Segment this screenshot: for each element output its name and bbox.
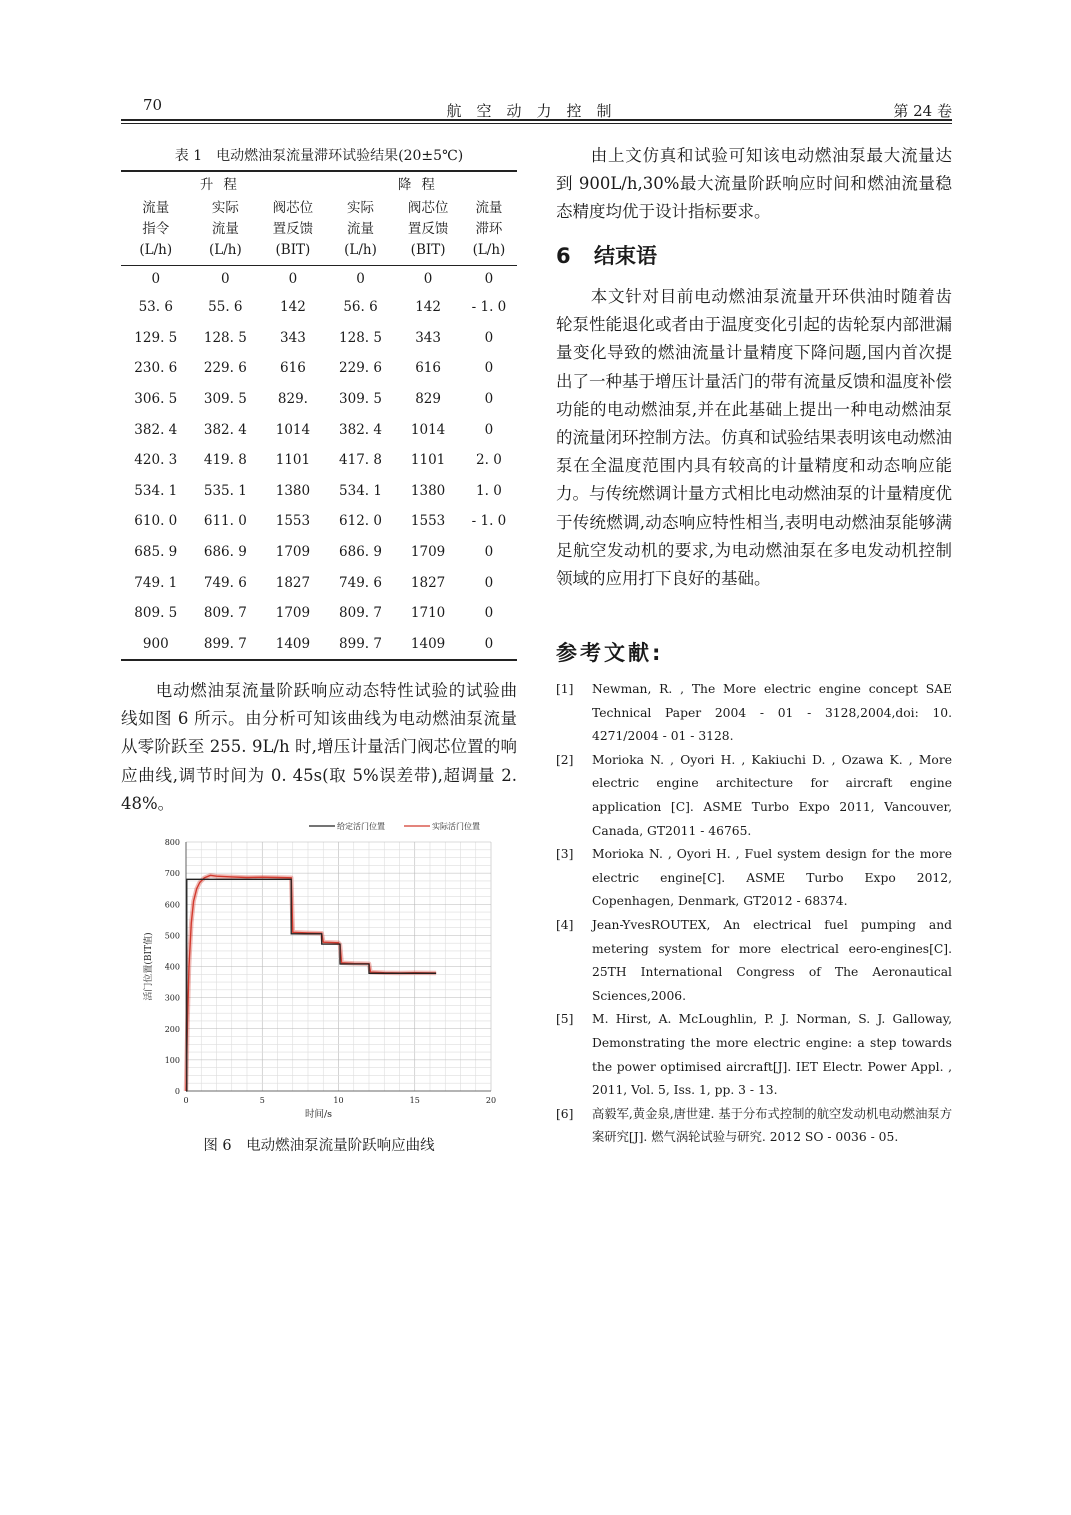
- table-column-header: [121, 198, 191, 266]
- table-cell: 685. 9: [134, 544, 178, 561]
- table-row: [121, 384, 517, 415]
- table-cell: 0: [221, 271, 230, 287]
- table-cell: 0: [356, 271, 365, 287]
- table-cell: 1101: [410, 452, 446, 469]
- table-cell: 809. 7: [203, 605, 247, 622]
- table-cell: 306. 5: [134, 391, 178, 408]
- table-cell: 809. 5: [134, 605, 178, 622]
- table-cell: 382. 4: [203, 421, 247, 438]
- table-cell: 612. 0: [339, 513, 382, 530]
- y-tick-label: 400: [164, 962, 180, 972]
- table-cell: 0: [484, 329, 494, 346]
- table-cell: 1553: [275, 513, 311, 530]
- table-cell: 0: [288, 271, 298, 287]
- column-header-line: 阀芯位: [272, 200, 314, 216]
- table-row: [121, 629, 517, 661]
- table-cell: 382. 4: [134, 421, 178, 438]
- column-header-line: 滞环: [475, 221, 503, 237]
- table-cell: 1409: [395, 629, 461, 661]
- table-cell: 686. 9: [339, 544, 382, 561]
- table-cell: 1553: [410, 513, 446, 530]
- dynamic-test-paragraph: 电动燃油泵流量阶跃响应动态特性试验的试验曲线如图 6 所示。由分析可知该曲线为电动燃油泵流量从零阶跃至 255. 9L/h 时,增压计量活门阀芯位置的响应曲线,调节时间为 0. 45s(取 5%误差带),超调量 2. 48%。: [121, 681, 517, 813]
- reference-text: Jean-YvesROUTEX, An electrical fuel pumping and metering system for more electrical eero-engines[C]. 25TH International Congress of The Aeronautical Sciences,2006.: [592, 917, 952, 1003]
- table-cell: 128. 5: [339, 329, 382, 346]
- page-number: 70: [143, 96, 163, 114]
- table-group-up: 升程: [121, 171, 326, 198]
- table-row: [121, 506, 517, 537]
- table-cell: 1. 0: [476, 482, 502, 499]
- table-cell: 1101: [275, 452, 311, 469]
- column-header-line: 置反馈: [272, 221, 314, 237]
- table-cell: 900: [121, 629, 191, 661]
- reference-item: [556, 1008, 952, 1102]
- table-caption: 表 1 电动燃油泵流量滞环试验结果(20±5℃): [174, 148, 464, 164]
- reference-text: Newman, R. , The More electric engine concept SAE Technical Paper 2004 - 01 - 3128,2004,doi: 10. 4271/2004 - 01 - 3128.: [592, 682, 952, 744]
- reference-item: [556, 749, 952, 843]
- column-header-line: 指令: [142, 221, 170, 237]
- table-row: [121, 567, 517, 598]
- table-row: [121, 323, 517, 354]
- results-table: [121, 170, 517, 661]
- table-row: [121, 414, 517, 445]
- reference-item: [556, 843, 952, 914]
- table-column-header: [260, 198, 326, 266]
- table-cell: 343: [415, 329, 441, 346]
- y-tick-label: 100: [164, 1055, 180, 1065]
- table-cell: 749. 6: [339, 574, 382, 591]
- column-header-line: 流量: [475, 200, 503, 216]
- table-cell: 230. 6: [134, 360, 178, 377]
- column-header-line: 流量: [211, 221, 239, 237]
- reference-text: M. Hirst, A. McLoughlin, P. J. Norman, S. J. Galloway, Demonstrating the more electric engine: a step towards the power optimised aircraft[J]. IET Electr. Power Appl. , 2011, Vol. 5, Iss. 1, pp. 3 - 13.: [592, 1012, 952, 1098]
- table-cell: 1014: [275, 421, 311, 438]
- table-cell: 535. 1: [203, 482, 247, 499]
- journal-title: 航空动力控制: [446, 102, 627, 120]
- column-header-line: (L/h): [344, 242, 377, 258]
- reference-number: [3]: [556, 847, 574, 862]
- reference-text: Morioka N. , Oyori H. , Kakiuchi D. , Ozawa K. , More electric engine architecture for aircraft engine application [C]. ASME Turbo Expo 2011, Vancouver, Canada, GT2011 - 46765.: [592, 752, 952, 838]
- table-cell: 309. 5: [339, 391, 382, 408]
- table-cell: 419. 8: [203, 452, 247, 469]
- table-row: [121, 598, 517, 629]
- table-cell: - 1. 0: [471, 513, 507, 530]
- column-header-line: 实际: [347, 200, 374, 216]
- x-axis-label: 时间/s: [304, 1109, 333, 1120]
- table-cell: 0: [423, 271, 433, 287]
- table-cell: 142: [415, 299, 441, 316]
- references-title: 参考文献:: [556, 641, 664, 665]
- table-cell: 611. 0: [203, 513, 247, 530]
- table-cell: 0: [151, 271, 161, 287]
- table-cell: 686. 9: [203, 544, 247, 561]
- table-cell: 0: [484, 391, 494, 408]
- table-cell: 420. 3: [134, 452, 178, 469]
- table-cell: 1710: [410, 605, 446, 622]
- column-header-line: (BIT): [410, 242, 446, 258]
- x-tick-label: 10: [333, 1096, 344, 1105]
- table-cell: 829: [415, 391, 441, 408]
- reference-number: [6]: [556, 1106, 574, 1121]
- table-cell: 1827: [410, 574, 446, 591]
- reference-text: 高毅军,黄金泉,唐世建. 基于分布式控制的航空发动机电动燃油泵方案研究[J]. 燃气涡轮试验与研究. 2012 SO - 0036 - 05.: [592, 1106, 952, 1145]
- table-cell: 55. 6: [208, 299, 243, 316]
- y-tick-label: 800: [164, 838, 180, 847]
- table-cell: 1014: [410, 421, 446, 438]
- table-cell: 534. 1: [339, 482, 382, 499]
- table-cell: 229. 6: [203, 360, 247, 377]
- table-row: [121, 266, 517, 293]
- table-cell: 1827: [275, 574, 311, 591]
- step-response-chart: [131, 814, 517, 1124]
- x-tick-label: 0: [183, 1096, 189, 1105]
- column-header-line: 置反馈: [407, 221, 449, 237]
- table-cell: 0: [484, 544, 494, 561]
- series-line-setpoint: [186, 879, 436, 1091]
- header-rule-thin: [121, 123, 952, 124]
- conclusion-paragraph: 本文针对目前电动燃油泵流量开环供油时随着齿轮泵性能退化或者由于温度变化引起的齿轮泵内部泄漏量变化导致的燃油流量计量精度下降问题,国内首次提出了一种基于增压计量活门的带有流量反馈和温度补偿功能的电动燃油泵,并在此基础上提出一种电动燃油泵的流量闭环控制方法。仿真和试验结果表明该电动燃油泵在全温度范围内具有较高的计量精度和动态响应能力。与传统燃调计量方式相比电动燃油泵的计量精度优于传统燃调,动态响应特性相当,表明电动燃油泵能够满足航空发动机的要求,为电动燃油泵在多电发动机控制领域的应用打下良好的基础。: [556, 287, 952, 589]
- table-cell: 1380: [410, 482, 446, 499]
- table-cell: 343: [280, 329, 306, 346]
- y-axis-label: 活门位置(BIT值): [144, 932, 154, 1001]
- reference-item: [556, 678, 952, 749]
- table-cell: 1709: [275, 544, 311, 561]
- section-heading: [556, 240, 657, 270]
- legend-label: 实际活门位置: [432, 822, 480, 831]
- table-cell: 53. 6: [138, 299, 173, 316]
- table-cell: - 1. 0: [471, 299, 507, 316]
- column-header-line: 流量: [142, 200, 170, 216]
- table-cell: 0: [484, 360, 494, 377]
- table-row: [121, 537, 517, 568]
- y-tick-label: 500: [164, 931, 180, 941]
- table-cell: 809. 7: [339, 605, 382, 622]
- volume-label: 第 24 卷: [893, 102, 952, 120]
- reference-number: [2]: [556, 752, 574, 767]
- section-title: 结束语: [594, 244, 657, 268]
- table-column-header: [395, 198, 461, 266]
- table-cell: 899. 7: [191, 629, 261, 661]
- table-row: [121, 476, 517, 507]
- table-cell: 616: [280, 360, 306, 377]
- legend-label: 给定活门位置: [337, 822, 385, 831]
- table-cell: 129. 5: [134, 329, 178, 346]
- column-header-line: 实际: [211, 200, 239, 216]
- y-tick-label: 200: [164, 1024, 180, 1034]
- table-cell: 382. 4: [339, 421, 382, 438]
- table-column-header: [461, 198, 517, 266]
- table-cell: 749. 6: [203, 574, 247, 591]
- column-header-line: 流量: [347, 221, 374, 237]
- table-cell: 417. 8: [339, 452, 382, 469]
- table-cell: 0: [484, 421, 494, 438]
- column-header-line: (BIT): [275, 242, 311, 258]
- table-cell: 0: [484, 271, 494, 287]
- y-tick-label: 600: [164, 900, 180, 910]
- table-group-down: 降程: [326, 171, 517, 198]
- table-cell: 309. 5: [203, 391, 247, 408]
- reference-number: [1]: [556, 682, 574, 696]
- table-cell: 610. 0: [134, 513, 178, 530]
- table-cell: 229. 6: [339, 360, 382, 377]
- section-number: 6: [556, 244, 571, 268]
- table-cell: 0: [484, 574, 494, 591]
- table-cell: 534. 1: [134, 482, 178, 499]
- header-rule-thick: [121, 119, 952, 121]
- table-row: [121, 445, 517, 476]
- x-tick-label: 20: [485, 1096, 497, 1105]
- x-tick-label: 15: [409, 1096, 420, 1105]
- table-cell: 749. 1: [134, 574, 178, 591]
- y-tick-label: 300: [164, 993, 180, 1003]
- series-line-actual: [186, 875, 436, 1091]
- table-cell: 0: [484, 605, 494, 622]
- reference-text: Morioka N. , Oyori H. , Fuel system design for the more electric engine[C]. ASME Turbo Expo 2012, Copenhagen, Denmark, GT2012 - 68374.: [592, 847, 952, 909]
- table-cell: 829.: [277, 391, 308, 408]
- series-line-actual-band: [186, 875, 436, 1091]
- table-cell: 1709: [275, 605, 311, 622]
- column-header-line: (L/h): [139, 242, 173, 258]
- reference-list: [556, 678, 952, 1150]
- reference-item: [556, 914, 952, 1008]
- table-cell: 128. 5: [203, 329, 247, 346]
- table-cell: 142: [280, 299, 306, 316]
- column-header-line: (L/h): [208, 242, 242, 258]
- table-cell: 1709: [410, 544, 446, 561]
- table-column-header: [326, 198, 396, 266]
- x-tick-label: 5: [259, 1096, 265, 1105]
- table-cell: 1380: [275, 482, 311, 499]
- reference-number: [4]: [556, 917, 574, 932]
- table-cell: 1409: [260, 629, 326, 661]
- reference-number: [5]: [556, 1012, 574, 1027]
- section-intro-paragraph: 由上文仿真和试验可知该电动燃油泵最大流量达到 900L/h,30%最大流量阶跃响应时间和燃油流量稳态精度均优于设计指标要求。: [556, 146, 952, 222]
- reference-item: [556, 1103, 952, 1150]
- y-tick-label: 0: [174, 1087, 180, 1096]
- table-cell: 56. 6: [343, 299, 378, 316]
- table-cell: 0: [461, 629, 517, 661]
- table-row: [121, 353, 517, 384]
- table-row: [121, 292, 517, 323]
- table-cell: 899. 7: [326, 629, 396, 661]
- figure-caption: 图 6 电动燃油泵流量阶跃响应曲线: [203, 1138, 435, 1154]
- y-tick-label: 700: [164, 869, 180, 879]
- column-header-line: 阀芯位: [407, 200, 449, 216]
- table-column-header: [191, 198, 261, 266]
- table-cell: 616: [415, 360, 441, 377]
- column-header-line: (L/h): [472, 242, 506, 258]
- table-cell: 2. 0: [476, 452, 502, 469]
